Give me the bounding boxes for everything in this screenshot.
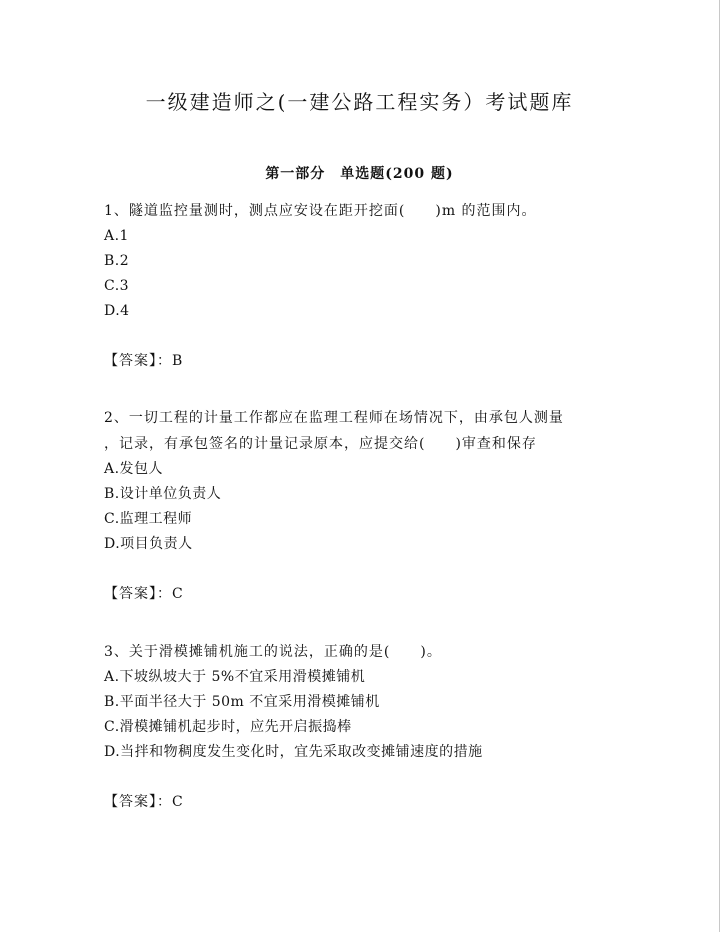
question-3 [104, 639, 624, 810]
option-b: B.2 [104, 253, 130, 269]
answer: 【答案】：C [104, 586, 184, 602]
option-a: A.下坡纵坡大于 5%不宜采用滑模摊铺机 [104, 669, 366, 685]
option-b: B.设计单位负责人 [104, 486, 222, 502]
option-c: C.滑模摊铺机起步时，应先开启振捣棒 [104, 719, 352, 735]
question-1 [104, 198, 624, 369]
question-stem: 2、一切工程的计量工作都应在监理工程师在场情况下，由承包人测量 ，记录，有承包签名的计量记录原本，应提交给( )审查和保存 [104, 410, 564, 452]
option-a: A.发包人 [104, 461, 164, 477]
option-c: C.监理工程师 [104, 511, 193, 527]
question-stem: 3、关于滑模摊铺机施工的说法，正确的是( )。 [104, 644, 442, 660]
option-a: A.1 [104, 228, 129, 244]
option-d: D.4 [104, 303, 130, 319]
option-d: D.当拌和物稠度发生变化时，宜先采取改变摊铺速度的措施 [104, 744, 483, 760]
answer: 【答案】：C [104, 794, 184, 810]
option-d: D.项目负责人 [104, 536, 193, 552]
answer: 【答案】：B [104, 353, 184, 369]
question-stem: 1、隧道监控量测时，测点应安设在距开挖面( )m 的范围内。 [104, 203, 537, 219]
section-heading: 第一部分 单选题(200 题) [265, 166, 454, 182]
option-b: B.平面半径大于 50m 不宜采用滑模摊铺机 [104, 694, 380, 710]
document-title: 一级建造师之(一建公路工程实务）考试题库 [145, 90, 574, 114]
question-2 [104, 405, 624, 602]
option-c: C.3 [104, 278, 130, 294]
